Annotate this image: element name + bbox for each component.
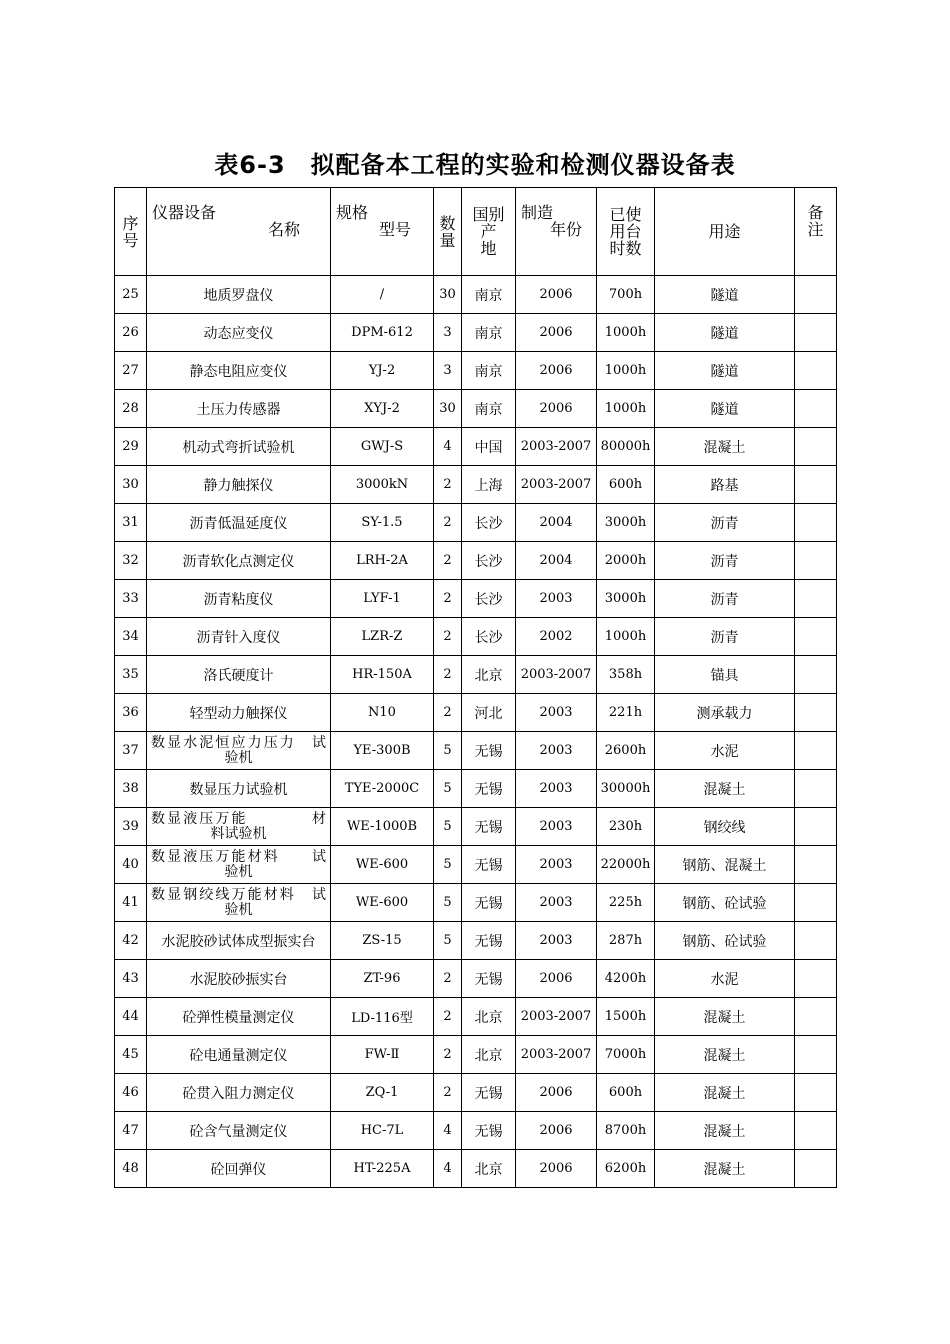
cell-year: 2004	[516, 504, 597, 542]
cell-origin: 河北	[462, 694, 516, 732]
table-row	[115, 922, 837, 960]
cell-hours: 22000h	[597, 846, 655, 884]
cell-usage: 混凝土	[655, 998, 795, 1036]
cell-usage: 钢筋、砼试验	[655, 884, 795, 922]
cell-year: 2006	[516, 1074, 597, 1112]
cell-hours: 1500h	[597, 998, 655, 1036]
cell-hours: 287h	[597, 922, 655, 960]
cell-origin: 无锡	[462, 808, 516, 846]
cell-hours: 7000h	[597, 1036, 655, 1074]
cell-hours: 2600h	[597, 732, 655, 770]
cell-origin: 长沙	[462, 580, 516, 618]
cell-remark	[795, 1112, 837, 1150]
cell-hours: 700h	[597, 276, 655, 314]
cell-model: FW-Ⅱ	[331, 1036, 434, 1074]
cell-year: 2006	[516, 960, 597, 998]
name-line-2: 验机	[224, 901, 253, 918]
cell-qty: 2	[434, 960, 462, 998]
cell-origin: 南京	[462, 314, 516, 352]
cell-name	[147, 884, 331, 922]
table-row	[115, 1036, 837, 1074]
cell-remark	[795, 428, 837, 466]
cell-origin: 北京	[462, 1036, 516, 1074]
header-remark: 备 注	[795, 188, 837, 276]
cell-hours: 358h	[597, 656, 655, 694]
cell-hours: 80000h	[597, 428, 655, 466]
cell-remark	[795, 922, 837, 960]
cell-remark	[795, 542, 837, 580]
table-row	[115, 390, 837, 428]
cell-usage: 锚具	[655, 656, 795, 694]
cell-name: 砼回弹仪	[147, 1150, 331, 1188]
cell-qty: 2	[434, 542, 462, 580]
cell-seq: 28	[115, 390, 147, 428]
cell-name: 砼电通量测定仪	[147, 1036, 331, 1074]
name-line-1: 数显钢绞线万能材料 试	[151, 886, 326, 903]
cell-name: 数显压力试验机	[147, 770, 331, 808]
cell-year: 2003	[516, 922, 597, 960]
cell-qty: 5	[434, 884, 462, 922]
table-row	[115, 960, 837, 998]
cell-name: 静态电阻应变仪	[147, 352, 331, 390]
cell-qty: 2	[434, 694, 462, 732]
cell-model: YE-300B	[331, 732, 434, 770]
cell-remark	[795, 732, 837, 770]
cell-name	[147, 732, 331, 770]
cell-name: 砼弹性模量测定仪	[147, 998, 331, 1036]
cell-remark	[795, 390, 837, 428]
cell-year: 2003	[516, 846, 597, 884]
cell-usage: 沥青	[655, 580, 795, 618]
header-name: 仪器设备 名称	[147, 188, 331, 276]
cell-qty: 30	[434, 390, 462, 428]
header-seq: 序 号	[115, 188, 147, 276]
cell-origin: 上海	[462, 466, 516, 504]
cell-qty: 2	[434, 656, 462, 694]
cell-name: 砼含气量测定仪	[147, 1112, 331, 1150]
cell-qty: 4	[434, 1112, 462, 1150]
cell-hours: 8700h	[597, 1112, 655, 1150]
cell-hours: 600h	[597, 466, 655, 504]
cell-origin: 无锡	[462, 884, 516, 922]
table-row	[115, 1112, 837, 1150]
cell-hours: 221h	[597, 694, 655, 732]
cell-seq: 46	[115, 1074, 147, 1112]
table-row	[115, 998, 837, 1036]
cell-name: 动态应变仪	[147, 314, 331, 352]
cell-origin: 长沙	[462, 504, 516, 542]
cell-seq: 37	[115, 732, 147, 770]
cell-year: 2006	[516, 390, 597, 428]
cell-hours: 4200h	[597, 960, 655, 998]
cell-name: 沥青低温延度仪	[147, 504, 331, 542]
cell-seq: 26	[115, 314, 147, 352]
cell-name: 洛氏硬度计	[147, 656, 331, 694]
cell-hours: 2000h	[597, 542, 655, 580]
cell-seq: 31	[115, 504, 147, 542]
cell-usage: 混凝土	[655, 770, 795, 808]
cell-qty: 4	[434, 428, 462, 466]
header-model: 规格 型号	[331, 188, 434, 276]
cell-origin: 中国	[462, 428, 516, 466]
cell-origin: 无锡	[462, 1074, 516, 1112]
cell-qty: 4	[434, 1150, 462, 1188]
cell-name: 水泥胶砂振实台	[147, 960, 331, 998]
cell-year: 2004	[516, 542, 597, 580]
cell-usage: 路基	[655, 466, 795, 504]
cell-year: 2003-2007	[516, 656, 597, 694]
cell-year: 2006	[516, 1112, 597, 1150]
cell-origin: 无锡	[462, 1112, 516, 1150]
cell-year: 2003	[516, 732, 597, 770]
cell-hours: 30000h	[597, 770, 655, 808]
cell-model: TYE-2000C	[331, 770, 434, 808]
cell-hours: 3000h	[597, 504, 655, 542]
cell-seq: 41	[115, 884, 147, 922]
cell-model: YJ-2	[331, 352, 434, 390]
cell-name: 沥青针入度仪	[147, 618, 331, 656]
cell-origin: 无锡	[462, 922, 516, 960]
cell-model: ZQ-1	[331, 1074, 434, 1112]
cell-qty: 5	[434, 732, 462, 770]
cell-origin: 北京	[462, 998, 516, 1036]
cell-year: 2003	[516, 580, 597, 618]
cell-name: 土压力传感器	[147, 390, 331, 428]
cell-model: LZR-Z	[331, 618, 434, 656]
cell-origin: 无锡	[462, 846, 516, 884]
cell-remark	[795, 656, 837, 694]
cell-origin: 长沙	[462, 542, 516, 580]
cell-year: 2003	[516, 694, 597, 732]
cell-model: SY-1.5	[331, 504, 434, 542]
cell-model: XYJ-2	[331, 390, 434, 428]
cell-usage: 混凝土	[655, 1074, 795, 1112]
cell-usage: 钢绞线	[655, 808, 795, 846]
cell-model: N10	[331, 694, 434, 732]
cell-year: 2003-2007	[516, 428, 597, 466]
cell-remark	[795, 580, 837, 618]
cell-remark	[795, 694, 837, 732]
cell-qty: 5	[434, 846, 462, 884]
table-row	[115, 656, 837, 694]
cell-name: 机动式弯折试验机	[147, 428, 331, 466]
cell-seq: 33	[115, 580, 147, 618]
table-row	[115, 846, 837, 884]
cell-year: 2003-2007	[516, 466, 597, 504]
cell-hours: 1000h	[597, 618, 655, 656]
cell-qty: 5	[434, 770, 462, 808]
document-title: 表6-3 拟配备本工程的实验和检测仪器设备表	[214, 151, 736, 179]
cell-remark	[795, 770, 837, 808]
table-header-row	[115, 188, 837, 276]
cell-year: 2003	[516, 770, 597, 808]
cell-remark	[795, 884, 837, 922]
cell-qty: 3	[434, 314, 462, 352]
cell-hours: 1000h	[597, 390, 655, 428]
header-qty: 数 量	[434, 188, 462, 276]
cell-model: GWJ-S	[331, 428, 434, 466]
cell-seq: 47	[115, 1112, 147, 1150]
cell-usage: 隧道	[655, 352, 795, 390]
cell-seq: 48	[115, 1150, 147, 1188]
cell-usage: 沥青	[655, 618, 795, 656]
cell-year: 2003-2007	[516, 998, 597, 1036]
cell-year: 2002	[516, 618, 597, 656]
cell-model: LYF-1	[331, 580, 434, 618]
cell-seq: 35	[115, 656, 147, 694]
cell-remark	[795, 846, 837, 884]
cell-origin: 长沙	[462, 618, 516, 656]
cell-qty: 2	[434, 1036, 462, 1074]
cell-seq: 27	[115, 352, 147, 390]
cell-origin: 南京	[462, 390, 516, 428]
name-line-2: 验机	[224, 749, 253, 766]
cell-hours: 225h	[597, 884, 655, 922]
name-line-1: 数显液压万能材料 试	[151, 848, 326, 865]
cell-qty: 2	[434, 580, 462, 618]
cell-qty: 2	[434, 466, 462, 504]
cell-seq: 32	[115, 542, 147, 580]
cell-qty: 5	[434, 922, 462, 960]
cell-usage: 隧道	[655, 276, 795, 314]
cell-usage: 沥青	[655, 542, 795, 580]
cell-model: WE-1000B	[331, 808, 434, 846]
cell-model: WE-600	[331, 846, 434, 884]
table-row	[115, 314, 837, 352]
cell-remark	[795, 808, 837, 846]
cell-name: 沥青软化点测定仪	[147, 542, 331, 580]
cell-seq: 25	[115, 276, 147, 314]
cell-qty: 2	[434, 1074, 462, 1112]
cell-seq: 39	[115, 808, 147, 846]
cell-hours: 6200h	[597, 1150, 655, 1188]
cell-remark	[795, 276, 837, 314]
cell-usage: 混凝土	[655, 1036, 795, 1074]
cell-usage: 钢筋、混凝土	[655, 846, 795, 884]
cell-usage: 混凝土	[655, 428, 795, 466]
cell-remark	[795, 618, 837, 656]
cell-qty: 2	[434, 998, 462, 1036]
cell-hours: 3000h	[597, 580, 655, 618]
cell-model: WE-600	[331, 884, 434, 922]
cell-qty: 2	[434, 618, 462, 656]
cell-model: HR-150A	[331, 656, 434, 694]
cell-name	[147, 808, 331, 846]
cell-year: 2003	[516, 884, 597, 922]
table-row	[115, 618, 837, 656]
cell-model: 3000kN	[331, 466, 434, 504]
table-row	[115, 542, 837, 580]
cell-model: DPM-612	[331, 314, 434, 352]
table-row	[115, 466, 837, 504]
cell-usage: 水泥	[655, 732, 795, 770]
cell-remark	[795, 1074, 837, 1112]
table-body	[115, 276, 837, 1188]
cell-remark	[795, 1036, 837, 1074]
cell-usage: 混凝土	[655, 1112, 795, 1150]
cell-model: ZT-96	[331, 960, 434, 998]
cell-name: 沥青粘度仪	[147, 580, 331, 618]
cell-qty: 2	[434, 504, 462, 542]
header-usage: 用途	[655, 188, 795, 276]
cell-model: HC-7L	[331, 1112, 434, 1150]
cell-usage: 水泥	[655, 960, 795, 998]
header-origin: 国别 产 地	[462, 188, 516, 276]
cell-seq: 42	[115, 922, 147, 960]
cell-qty: 30	[434, 276, 462, 314]
cell-origin: 北京	[462, 1150, 516, 1188]
cell-name: 轻型动力触探仪	[147, 694, 331, 732]
table-row	[115, 276, 837, 314]
cell-remark	[795, 1150, 837, 1188]
table-row	[115, 732, 837, 770]
cell-model: /	[331, 276, 434, 314]
cell-name: 砼贯入阻力测定仪	[147, 1074, 331, 1112]
table-row	[115, 580, 837, 618]
cell-origin: 南京	[462, 276, 516, 314]
cell-origin: 无锡	[462, 770, 516, 808]
cell-name	[147, 846, 331, 884]
cell-usage: 测承载力	[655, 694, 795, 732]
cell-year: 2006	[516, 314, 597, 352]
cell-seq: 36	[115, 694, 147, 732]
table-row	[115, 884, 837, 922]
cell-usage: 混凝土	[655, 1150, 795, 1188]
cell-seq: 29	[115, 428, 147, 466]
cell-qty: 5	[434, 808, 462, 846]
table-row	[115, 428, 837, 466]
cell-seq: 34	[115, 618, 147, 656]
table-row	[115, 770, 837, 808]
cell-name: 静力触探仪	[147, 466, 331, 504]
cell-origin: 无锡	[462, 960, 516, 998]
cell-seq: 43	[115, 960, 147, 998]
name-line-2: 料试验机	[210, 825, 267, 842]
cell-origin: 无锡	[462, 732, 516, 770]
cell-seq: 30	[115, 466, 147, 504]
cell-model: LRH-2A	[331, 542, 434, 580]
cell-seq: 40	[115, 846, 147, 884]
header-year: 制造 年份	[516, 188, 597, 276]
header-hours: 已使 用台 时数	[597, 188, 655, 276]
cell-qty: 3	[434, 352, 462, 390]
table-row	[115, 1074, 837, 1112]
cell-origin: 北京	[462, 656, 516, 694]
table-row	[115, 808, 837, 846]
cell-model: LD-116型	[331, 998, 434, 1036]
cell-remark	[795, 960, 837, 998]
cell-model: ZS-15	[331, 922, 434, 960]
cell-usage: 隧道	[655, 390, 795, 428]
name-line-2: 验机	[224, 863, 253, 880]
table-row	[115, 504, 837, 542]
cell-remark	[795, 998, 837, 1036]
name-line-1: 数显液压万能 材	[151, 810, 326, 827]
cell-remark	[795, 466, 837, 504]
cell-remark	[795, 504, 837, 542]
cell-model: HT-225A	[331, 1150, 434, 1188]
cell-hours: 1000h	[597, 352, 655, 390]
cell-year: 2006	[516, 352, 597, 390]
table-row	[115, 694, 837, 732]
cell-year: 2006	[516, 276, 597, 314]
table-row	[115, 1150, 837, 1188]
cell-remark	[795, 314, 837, 352]
cell-origin: 南京	[462, 352, 516, 390]
cell-year: 2003	[516, 808, 597, 846]
cell-seq: 45	[115, 1036, 147, 1074]
cell-hours: 600h	[597, 1074, 655, 1112]
cell-usage: 沥青	[655, 504, 795, 542]
cell-year: 2003-2007	[516, 1036, 597, 1074]
cell-name: 水泥胶砂试体成型振实台	[147, 922, 331, 960]
table-row	[115, 352, 837, 390]
cell-remark	[795, 352, 837, 390]
cell-seq: 38	[115, 770, 147, 808]
cell-usage: 隧道	[655, 314, 795, 352]
cell-hours: 1000h	[597, 314, 655, 352]
equipment-table	[114, 187, 837, 1188]
cell-seq: 44	[115, 998, 147, 1036]
cell-year: 2006	[516, 1150, 597, 1188]
cell-name: 地质罗盘仪	[147, 276, 331, 314]
cell-hours: 230h	[597, 808, 655, 846]
name-line-1: 数显水泥恒应力压力 试	[151, 734, 326, 751]
cell-usage: 钢筋、砼试验	[655, 922, 795, 960]
